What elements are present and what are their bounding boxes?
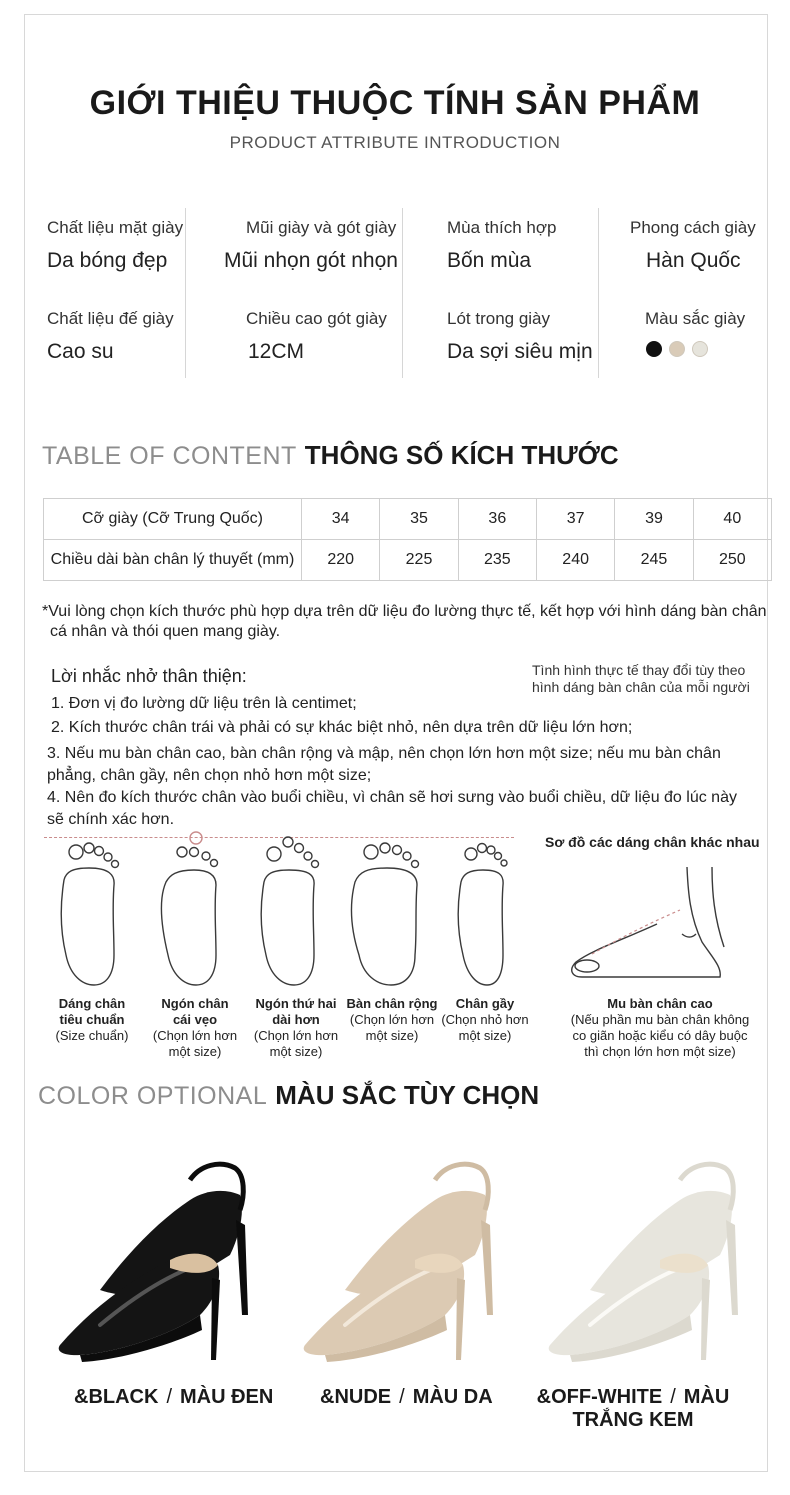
- side-note-line: hình dáng bàn chân của mỗi người: [532, 679, 750, 695]
- foot-second-toe-icon: [261, 837, 318, 985]
- shoe-off-white-image: [549, 1164, 738, 1362]
- shoe-label-vi-continued: TRẮNG KEM: [572, 1409, 694, 1431]
- attr-label-heel-height: Chiều cao gót giày: [246, 309, 387, 328]
- foot-caption-hint: một size): [168, 1044, 222, 1059]
- size-cell: 40: [693, 499, 771, 540]
- side-note: [532, 662, 762, 696]
- shoe-nude-image: [304, 1164, 493, 1362]
- foot-caption-hint: (Chọn lớn hơn: [152, 1028, 238, 1043]
- length-cell: 240: [536, 540, 614, 581]
- foot-caption-name: Dáng chân: [58, 996, 126, 1011]
- foot-caption-hint: một size): [365, 1028, 419, 1043]
- attr-label-style: Phong cách giày: [630, 218, 756, 237]
- attr-value-sole-material: Cao su: [47, 340, 114, 363]
- color-swatch-nude: [669, 341, 685, 357]
- foot-caption: [340, 996, 444, 1044]
- tip-item: 4. Nên đo kích thước chân vào buổi chiều, vì chân sẽ hơi sưng vào buổi chiều, dữ liệu đo lúc này: [47, 789, 737, 806]
- foot-outlines: [44, 830, 524, 995]
- attr-label-sole-material: Chất liệu đế giày: [47, 309, 174, 328]
- attr-label-color: Màu sắc giày: [645, 309, 746, 328]
- foot-caption: [433, 996, 537, 1044]
- size-section-vi: THÔNG SỐ KÍCH THƯỚC: [304, 440, 619, 470]
- color-section-en: COLOR OPTIONAL: [38, 1082, 268, 1110]
- instep-caption: [560, 996, 760, 1060]
- shoe-label-vi: MÀU DA: [412, 1386, 493, 1408]
- attr-value-toe-heel: Mũi nhọn gót nhọn: [224, 249, 398, 272]
- length-cell: 245: [615, 540, 693, 581]
- page-title: GIỚI THIỆU THUỘC TÍNH SẢN PHẨM: [89, 84, 701, 122]
- label-separator: /: [670, 1386, 676, 1408]
- length-cell: 235: [458, 540, 536, 581]
- attr-value-season: Bốn mùa: [447, 249, 532, 272]
- color-swatch-black: [646, 341, 662, 357]
- foot-caption-name: tiêu chuẩn: [59, 1012, 125, 1027]
- attr-value-upper-material: Da bóng đẹp: [47, 249, 168, 272]
- column-divider: [598, 208, 599, 378]
- attr-label-toe-heel: Mũi giày và gót giày: [246, 218, 397, 237]
- size-cell: 35: [380, 499, 458, 540]
- foot-caption-name: cái vẹo: [172, 1012, 218, 1027]
- color-section-vi: MÀU SẮC TÙY CHỌN: [275, 1080, 540, 1110]
- foot-caption-hint: (Size chuẩn): [55, 1028, 129, 1043]
- table-row: [44, 540, 772, 581]
- attr-label-upper-material: Chất liệu mặt giày: [47, 218, 184, 237]
- foot-caption-name: Ngón chân: [161, 996, 229, 1011]
- length-cell: 250: [693, 540, 771, 581]
- length-cell: 220: [302, 540, 380, 581]
- foot-standard-icon: [61, 843, 118, 985]
- shoe-label-vi: MÀU ĐEN: [180, 1386, 274, 1408]
- size-note-continued: cá nhân và thói quen mang giày.: [50, 623, 281, 640]
- tip-item: 2. Kích thước chân trái và phải có sự khác biệt nhỏ, nên dựa trên dữ liệu lớn hơn;: [51, 719, 633, 736]
- table-row: [44, 499, 772, 540]
- shoe-label-off-white: [528, 1386, 738, 1432]
- tip-item-continued: phẳng, chân gầy, nên chọn nhỏ hơn một size;: [47, 767, 372, 784]
- shoe-label-en: &BLACK: [74, 1386, 159, 1408]
- length-cell: 225: [380, 540, 458, 581]
- foot-bunion-icon: [162, 832, 218, 985]
- shoe-images: [40, 1140, 760, 1370]
- page-subtitle: PRODUCT ATTRIBUTE INTRODUCTION: [229, 133, 561, 152]
- foot-caption-hint: (Chọn lớn hơn: [349, 1012, 435, 1027]
- shoe-label-nude: [320, 1386, 493, 1409]
- shoe-label-en: &OFF-WHITE: [536, 1386, 663, 1408]
- instep-caption-hint: thì chọn lớn hơn một size): [584, 1044, 736, 1059]
- foot-caption: [40, 996, 144, 1044]
- attr-value-style: Hàn Quốc: [646, 249, 741, 272]
- tip-item: 3. Nếu mu bàn chân cao, bàn chân rộng và mập, nên chọn lớn hơn một size; nếu mu bàn chân: [47, 745, 721, 762]
- foot-high-instep-icon: [562, 862, 742, 987]
- instep-caption-hint: co giãn hoặc kiểu có dây buộc: [572, 1028, 748, 1043]
- foot-caption-hint: (Chọn nhỏ hơn: [441, 1012, 529, 1027]
- attr-label-season: Mùa thích hợp: [447, 218, 557, 237]
- attr-value-lining: Da sợi siêu mịn: [447, 340, 593, 363]
- foot-caption-hint: một size): [458, 1028, 512, 1043]
- side-note-line: Tình hình thực tế thay đổi tùy theo: [532, 662, 746, 678]
- foot-caption: [244, 996, 348, 1060]
- foot-caption-name: Bàn chân rộng: [346, 996, 438, 1011]
- attr-value-heel-height: 12CM: [248, 340, 305, 363]
- label-separator: /: [166, 1386, 172, 1408]
- foot-caption: [143, 996, 247, 1060]
- foot-caption-name: Chân gầy: [455, 996, 515, 1011]
- size-note: *Vui lòng chọn kích thước phù hợp dựa trên dữ liệu đo lường thực tế, kết hợp với hình dáng bàn chân: [42, 603, 767, 620]
- shoe-label-black: [74, 1386, 273, 1409]
- shoe-label-vi: MÀU: [683, 1386, 730, 1408]
- instep-caption-name: Mu bàn chân cao: [607, 996, 713, 1011]
- tips-title: Lời nhắc nhở thân thiện:: [51, 666, 247, 686]
- attribute-grid: [44, 208, 764, 378]
- foot-diagram-title: Sơ đồ các dáng chân khác nhau: [545, 834, 760, 850]
- label-separator: /: [399, 1386, 405, 1408]
- table-row-header: Chiều dài bàn chân lý thuyết (mm): [44, 540, 302, 581]
- size-cell: 37: [536, 499, 614, 540]
- foot-narrow-icon: [458, 844, 507, 986]
- size-cell: 36: [458, 499, 536, 540]
- shoe-label-en: &NUDE: [320, 1386, 392, 1408]
- tip-item-continued: sẽ chính xác hơn.: [47, 811, 175, 828]
- column-divider: [402, 208, 403, 378]
- column-divider: [185, 208, 186, 378]
- foot-caption-name: Ngón thứ hai: [255, 996, 337, 1011]
- size-cell: 39: [615, 499, 693, 540]
- color-swatch-off-white: [692, 341, 708, 357]
- size-section-en: TABLE OF CONTENT: [42, 442, 297, 470]
- foot-caption-name: dài hơn: [272, 1012, 320, 1027]
- table-row-header: Cỡ giày (Cỡ Trung Quốc): [44, 499, 302, 540]
- attr-label-lining: Lót trong giày: [447, 309, 551, 328]
- color-section-heading: [38, 1080, 539, 1111]
- size-table: [43, 498, 772, 581]
- size-cell: 34: [302, 499, 380, 540]
- foot-wide-icon: [352, 843, 419, 985]
- shoe-black-image: [59, 1164, 248, 1362]
- instep-caption-hint: (Nếu phần mu bàn chân không: [570, 1012, 750, 1027]
- foot-caption-hint: (Chọn lớn hơn: [253, 1028, 339, 1043]
- tip-item: 1. Đơn vị đo lường dữ liệu trên là centimet;: [51, 695, 357, 712]
- size-section-heading: [42, 440, 619, 471]
- foot-caption-hint: một size): [269, 1044, 323, 1059]
